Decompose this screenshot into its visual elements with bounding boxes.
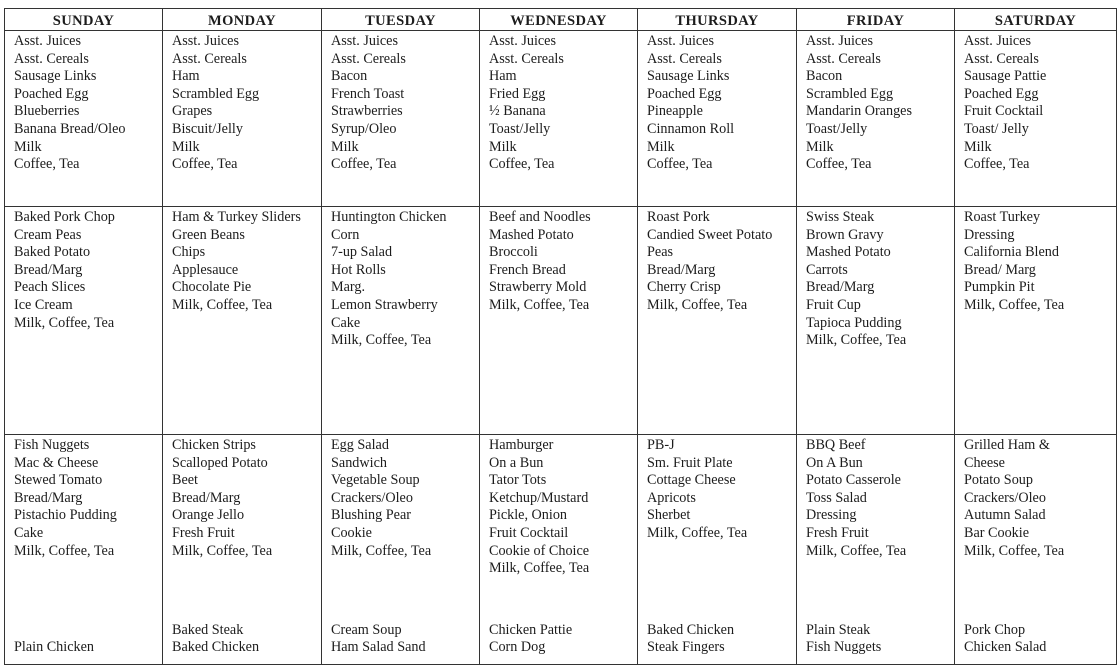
menu-item: Asst. Cereals (331, 50, 406, 67)
menu-item: Roast Turkey (964, 209, 1041, 225)
menu-item: Cake (331, 314, 361, 331)
breakfast-cell-thursday (638, 31, 797, 207)
menu-item: Cinnamon Roll (647, 120, 735, 137)
lunch-items (806, 207, 954, 350)
menu-item: Grapes (172, 103, 213, 120)
breakfast-items (14, 31, 162, 174)
menu-item: Coffee, Tea (647, 156, 713, 173)
menu-item: Cream Peas (14, 226, 82, 243)
menu-item: Corn (331, 226, 360, 243)
menu-item: Fresh Fruit (172, 524, 235, 541)
day-header-wednesday: WEDNESDAY (480, 9, 638, 31)
day-header-sunday: SUNDAY (5, 9, 163, 31)
supper-cell-monday (163, 435, 322, 665)
menu-item: Bacon (331, 68, 368, 85)
menu-item: Fried Egg (489, 85, 546, 102)
menu-item: Sausage Links (14, 68, 97, 85)
alternate-item: Chicken Pattie (489, 621, 573, 638)
menu-item: Sausage Pattie (964, 68, 1047, 85)
day-header-tuesday: TUESDAY (322, 9, 480, 31)
menu-item: Poached Egg (647, 85, 722, 102)
menu-item: California Blend (964, 244, 1059, 261)
alternate-item: Pork Chop (964, 621, 1026, 638)
menu-item: Bread/Marg (647, 261, 716, 278)
lunch-cell-monday (163, 207, 322, 435)
menu-item: Toast/ Jelly (964, 120, 1029, 137)
menu-item: Ham (489, 68, 517, 85)
alternate-item: Ham Salad Sand (331, 639, 426, 656)
menu-item: Fruit Cup (806, 296, 861, 313)
menu-item: Milk (806, 138, 834, 155)
lunch-items (964, 207, 1116, 315)
menu-item: Pumpkin Pit (964, 279, 1035, 296)
menu-item: Mashed Potato (489, 226, 574, 243)
day-header-saturday: SATURDAY (955, 9, 1117, 31)
menu-item: 7-up Salad (331, 244, 393, 261)
menu-item: Bar Cookie (964, 524, 1030, 541)
menu-item: Crackers/Oleo (331, 489, 413, 506)
breakfast-items (964, 31, 1116, 174)
supper-items (806, 435, 954, 659)
menu-item: Asst. Juices (647, 33, 714, 49)
menu-item: Toast/Jelly (806, 120, 868, 137)
breakfast-cell-monday (163, 31, 322, 207)
day-header-thursday: THURSDAY (638, 9, 797, 31)
menu-item: Milk, Coffee, Tea (14, 314, 115, 331)
alternate-items (331, 622, 426, 657)
menu-item: Egg Salad (331, 437, 389, 453)
menu-item: On A Bun (806, 454, 863, 471)
menu-item: Applesauce (172, 261, 239, 278)
lunch-row (5, 207, 1117, 435)
lunch-items (331, 207, 479, 350)
menu-item: Milk (964, 138, 992, 155)
menu-item: On a Bun (489, 454, 544, 471)
alternate-item: Fish Nuggets (806, 639, 882, 656)
menu-item: Asst. Cereals (964, 50, 1039, 67)
menu-item: Syrup/Oleo (331, 120, 397, 137)
supper-cell-sunday (5, 435, 163, 665)
menu-item: Asst. Juices (806, 33, 873, 49)
menu-item: Scrambled Egg (806, 85, 894, 102)
menu-item: Fruit Cocktail (489, 524, 569, 541)
menu-item: Milk, Coffee, Tea (331, 542, 432, 559)
menu-item: Ham (172, 68, 200, 85)
menu-item: Beet (172, 472, 198, 489)
menu-item: Dressing (964, 226, 1015, 243)
menu-item: Milk (331, 138, 359, 155)
menu-item: Coffee, Tea (489, 156, 555, 173)
menu-item: Milk, Coffee, Tea (172, 542, 273, 559)
menu-item: Baked Pork Chop (14, 209, 115, 225)
menu-item: Hamburger (489, 437, 554, 453)
menu-item: Banana Bread/Oleo (14, 120, 126, 137)
menu-item: French Bread (489, 261, 566, 278)
menu-item: Poached Egg (964, 85, 1039, 102)
menu-item: Toast/Jelly (489, 120, 551, 137)
alternate-item: Corn Dog (489, 639, 546, 656)
alternate-items (489, 622, 572, 657)
menu-item: Milk, Coffee, Tea (331, 332, 432, 349)
menu-item: Asst. Juices (964, 33, 1031, 49)
breakfast-row (5, 31, 1117, 207)
lunch-cell-saturday (955, 207, 1117, 435)
menu-item: Milk, Coffee, Tea (489, 560, 590, 577)
menu-item: Hot Rolls (331, 261, 386, 278)
breakfast-cell-wednesday (480, 31, 638, 207)
menu-item: Peas (647, 244, 674, 261)
menu-item: Asst. Juices (172, 33, 239, 49)
breakfast-items (647, 31, 796, 174)
lunch-items (647, 207, 796, 315)
menu-item: Coffee, Tea (14, 156, 80, 173)
menu-item: Biscuit/Jelly (172, 120, 243, 137)
menu-item: Green Beans (172, 226, 245, 243)
menu-item: Milk, Coffee, Tea (806, 332, 907, 349)
menu-item: Asst. Cereals (14, 50, 89, 67)
menu-item: Coffee, Tea (964, 156, 1030, 173)
alternate-items (806, 622, 881, 657)
lunch-cell-thursday (638, 207, 797, 435)
menu-item: Broccoli (489, 244, 538, 261)
menu-item: Pistachio Pudding (14, 507, 117, 524)
menu-item: Candied Sweet Potato (647, 226, 773, 243)
menu-item: Huntington Chicken (331, 209, 447, 225)
menu-item: Asst. Cereals (489, 50, 564, 67)
menu-item: Grilled Ham & (964, 437, 1050, 453)
alternate-items (647, 622, 734, 657)
menu-item: Fish Nuggets (14, 437, 90, 453)
menu-item: Dressing (806, 507, 857, 524)
menu-item: Mashed Potato (806, 244, 891, 261)
menu-item: Milk (172, 138, 200, 155)
day-header-monday: MONDAY (163, 9, 322, 31)
supper-items (14, 435, 162, 659)
menu-item: Stewed Tomato (14, 472, 103, 489)
lunch-items (489, 207, 637, 315)
menu-item: Milk, Coffee, Tea (806, 542, 907, 559)
menu-item: Pineapple (647, 103, 703, 120)
menu-item: PB-J (647, 437, 675, 453)
breakfast-items (806, 31, 954, 174)
lunch-cell-friday (797, 207, 955, 435)
menu-item: Baked Potato (14, 244, 91, 261)
menu-item: Sausage Links (647, 68, 730, 85)
menu-item: Asst. Juices (14, 33, 81, 49)
menu-item: Bacon (806, 68, 843, 85)
lunch-cell-tuesday (322, 207, 480, 435)
menu-item: Scalloped Potato (172, 454, 268, 471)
menu-item: Cake (14, 524, 44, 541)
menu-item: Cookie of Choice (489, 542, 590, 559)
menu-item: BBQ Beef (806, 437, 866, 453)
menu-item: Lemon Strawberry (331, 296, 438, 313)
menu-item: Milk (647, 138, 675, 155)
menu-item: Marg. (331, 279, 366, 296)
menu-item: Milk (14, 138, 42, 155)
menu-item: Milk, Coffee, Tea (14, 542, 115, 559)
menu-item: Chips (172, 244, 206, 261)
menu-item: Fresh Fruit (806, 524, 869, 541)
breakfast-items (331, 31, 479, 174)
menu-item: Roast Pork (647, 209, 710, 225)
menu-item: Mandarin Oranges (806, 103, 912, 120)
menu-item: Sandwich (331, 454, 387, 471)
supper-items (331, 435, 479, 659)
menu-item: Cottage Cheese (647, 472, 736, 489)
menu-item: Blueberries (14, 103, 80, 120)
menu-item: Chicken Strips (172, 437, 256, 453)
lunch-cell-wednesday (480, 207, 638, 435)
supper-row (5, 435, 1117, 665)
alternate-item: Plain Chicken (14, 639, 94, 656)
menu-item: Cookie (331, 524, 372, 541)
menu-item: Milk, Coffee, Tea (647, 524, 748, 541)
menu-item: Brown Gravy (806, 226, 884, 243)
menu-item: Swiss Steak (806, 209, 875, 225)
alternate-item: Chicken Salad (964, 639, 1047, 656)
menu-item: Crackers/Oleo (964, 489, 1046, 506)
lunch-cell-sunday (5, 207, 163, 435)
menu-item: Bread/Marg (14, 489, 83, 506)
breakfast-cell-sunday (5, 31, 163, 207)
menu-item: Milk, Coffee, Tea (964, 542, 1065, 559)
menu-item: Beef and Noodles (489, 209, 591, 225)
menu-item: Asst. Cereals (647, 50, 722, 67)
alternate-item: Cream Soup (331, 621, 402, 638)
menu-item: Ham & Turkey Sliders (172, 209, 301, 225)
menu-item: Autumn Salad (964, 507, 1046, 524)
supper-items (964, 435, 1116, 659)
alternate-item: Steak Fingers (647, 639, 725, 656)
lunch-items (172, 207, 321, 315)
menu-item: Potato Casserole (806, 472, 901, 489)
supper-cell-wednesday (480, 435, 638, 665)
menu-item: Asst. Cereals (806, 50, 881, 67)
menu-item: Coffee, Tea (172, 156, 238, 173)
menu-item: Bread/Marg (14, 261, 83, 278)
day-header-row (5, 9, 1117, 31)
alternate-item: Baked Steak (172, 621, 244, 638)
menu-item: Carrots (806, 261, 848, 278)
menu-item: Bread/Marg (172, 489, 241, 506)
menu-item: Cheese (964, 454, 1005, 471)
alternate-items (964, 622, 1046, 657)
day-header-friday: FRIDAY (797, 9, 955, 31)
menu-item: Tator Tots (489, 472, 547, 489)
breakfast-cell-saturday (955, 31, 1117, 207)
weekly-menu-table (4, 8, 1117, 665)
menu-item: Milk, Coffee, Tea (489, 296, 590, 313)
menu-item: Toss Salad (806, 489, 867, 506)
menu-item: Tapioca Pudding (806, 314, 902, 331)
menu-item: Strawberry Mold (489, 279, 587, 296)
alternate-items (14, 639, 94, 657)
menu-item: Milk, Coffee, Tea (964, 296, 1065, 313)
menu-item: Ice Cream (14, 296, 73, 313)
menu-item: Asst. Juices (489, 33, 556, 49)
menu-item: Bread/ Marg (964, 261, 1036, 278)
menu-item: French Toast (331, 85, 405, 102)
menu-item: Potato Soup (964, 472, 1033, 489)
menu-item: Milk (489, 138, 517, 155)
breakfast-cell-friday (797, 31, 955, 207)
menu-item: Coffee, Tea (806, 156, 872, 173)
menu-item: Pickle, Onion (489, 507, 568, 524)
menu-item: Orange Jello (172, 507, 245, 524)
breakfast-items (489, 31, 637, 174)
menu-item: Strawberries (331, 103, 403, 120)
supper-items (647, 435, 796, 659)
menu-item: Blushing Pear (331, 507, 411, 524)
menu-item: Sherbet (647, 507, 691, 524)
menu-item: Ketchup/Mustard (489, 489, 589, 506)
supper-cell-saturday (955, 435, 1117, 665)
menu-item: Fruit Cocktail (964, 103, 1044, 120)
menu-item: Poached Egg (14, 85, 89, 102)
menu-item: Chocolate Pie (172, 279, 252, 296)
menu-item: Peach Slices (14, 279, 86, 296)
breakfast-cell-tuesday (322, 31, 480, 207)
supper-items (172, 435, 321, 659)
supper-cell-friday (797, 435, 955, 665)
supper-cell-thursday (638, 435, 797, 665)
lunch-items (14, 207, 162, 332)
menu-item: Apricots (647, 489, 696, 506)
menu-item: Sm. Fruit Plate (647, 454, 733, 471)
supper-items (489, 435, 637, 659)
menu-item: Vegetable Soup (331, 472, 420, 489)
menu-item: Milk, Coffee, Tea (647, 296, 748, 313)
menu-item: Milk, Coffee, Tea (172, 296, 273, 313)
menu-item: Asst. Cereals (172, 50, 247, 67)
breakfast-items (172, 31, 321, 174)
alternate-items (172, 622, 259, 657)
menu-item: Scrambled Egg (172, 85, 260, 102)
menu-item: Mac & Cheese (14, 454, 99, 471)
menu-item: ½ Banana (489, 103, 546, 120)
supper-cell-tuesday (322, 435, 480, 665)
menu-item: Bread/Marg (806, 279, 875, 296)
menu-item: Asst. Juices (331, 33, 398, 49)
menu-item: Coffee, Tea (331, 156, 397, 173)
alternate-item: Baked Chicken (647, 621, 735, 638)
alternate-item: Baked Chicken (172, 639, 260, 656)
menu-item: Cherry Crisp (647, 279, 721, 296)
alternate-item: Plain Steak (806, 621, 871, 638)
